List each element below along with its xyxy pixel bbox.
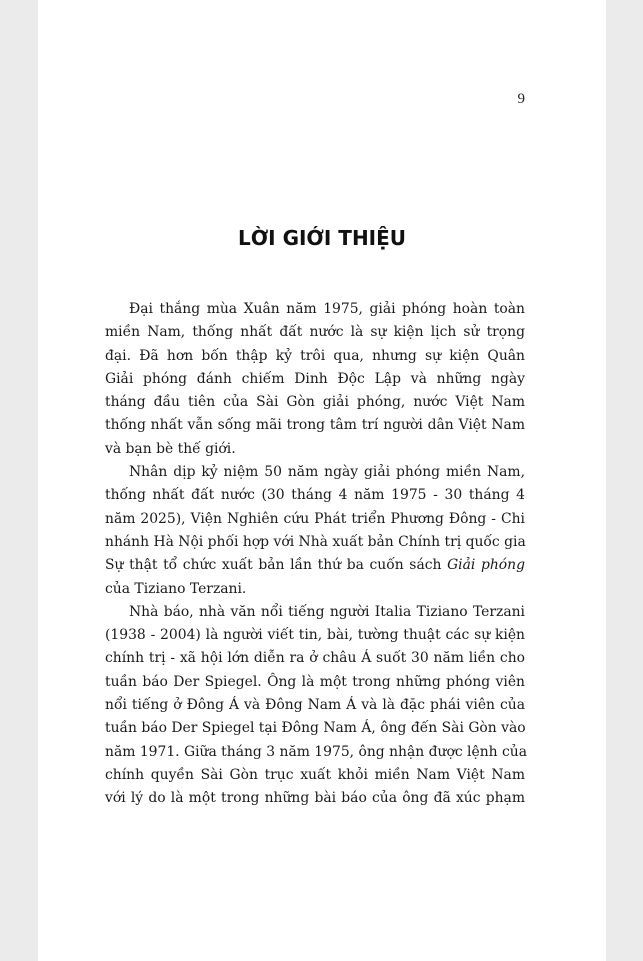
text-line: thống nhất vẫn sống mãi trong tâm trí người dân Việt Nam [105, 417, 525, 434]
text-line: Nhà báo, nhà văn nổi tiếng người Italia Tiziano Terzani [129, 603, 525, 620]
text-line: tuần báo Der Spiegel. Ông là một trong những phóng viên [105, 673, 525, 690]
text-line: và bạn bè thế giới. [105, 440, 236, 457]
text-line: của Tiziano Terzani. [105, 580, 247, 597]
text-line: nhánh Hà Nội phối hợp với Nhà xuất bản Chính trị quốc gia [105, 533, 526, 550]
book-page [38, 0, 606, 961]
text-line: Giải phóng đánh chiếm Dinh Độc Lập và những ngày [105, 370, 525, 387]
paragraph-3 [105, 601, 528, 811]
paragraph-2 [105, 461, 525, 601]
text-line: tuần báo Der Spiegel tại Đông Nam Á, ông đến Sài Gòn vào [105, 720, 526, 737]
text-line: đại. Đã hơn bốn thập kỷ trôi qua, nhưng sự kiện Quân [105, 347, 525, 364]
text-line: năm 2025), Viện Nghiên cứu Phát triển Phương Đông - Chi [105, 510, 525, 527]
text-line: (1938 - 2004) là người viết tin, bài, tường thuật các sự kiện [105, 627, 525, 644]
text-line: Đại thắng mùa Xuân năm 1975, giải phóng hoàn toàn [129, 301, 525, 317]
text-line: Nhân dịp kỷ niệm 50 năm ngày giải phóng miền Nam, [129, 464, 525, 481]
text-line [105, 554, 525, 577]
text-line: với lý do là một trong những bài báo của ông đã xúc phạm [105, 790, 525, 807]
body-text [105, 298, 528, 811]
text-line: miền Nam, thống nhất đất nước là sự kiện lịch sử trọng [105, 324, 525, 341]
text-segment: Sự thật tổ chức xuất bản lần thứ ba cuốn sách [105, 557, 448, 574]
text-line: năm 1971. Giữa tháng 3 năm 1975, ông nhận được lệnh của [105, 743, 528, 760]
text-line: thống nhất đất nước (30 tháng 4 năm 1975 - 30 tháng 4 [105, 487, 525, 504]
book-title-italic: Giải phóng [447, 557, 526, 574]
text-line: nổi tiếng ở Đông Á và Đông Nam Á và là đặc phái viên của [105, 697, 525, 714]
chapter-title: LỜI GIỚI THIỆU [237, 226, 407, 250]
paragraph-1 [105, 298, 525, 461]
page-number: 9 [517, 91, 525, 107]
text-line: tháng đầu tiên của Sài Gòn giải phóng, nước Việt Nam [105, 394, 525, 411]
text-line: chính quyền Sài Gòn trục xuất khỏi miền Nam Việt Nam [105, 766, 525, 783]
text-line: chính trị - xã hội lớn diễn ra ở châu Á suốt 30 năm liền cho [105, 650, 525, 667]
